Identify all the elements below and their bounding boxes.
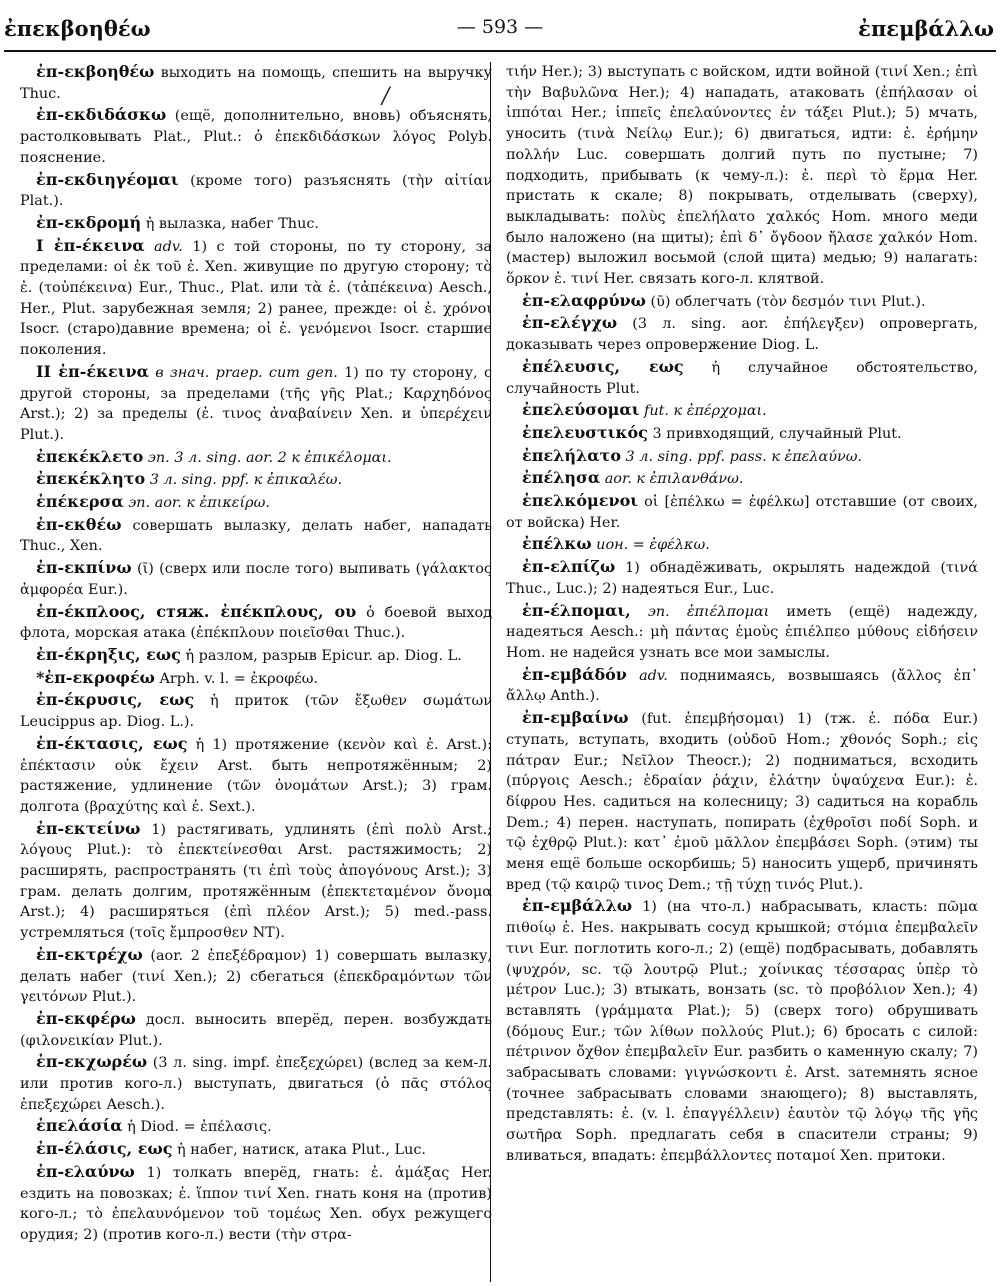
- dictionary-entry: [506, 491, 978, 533]
- entry-grammar: 3 л. sing. ppf. к ἐπικαλέω.: [145, 472, 343, 489]
- entry-definition: (aor. 2 ἐπεξέδραμον) 1) совершать вылазку, делать набег (τινί Xen.); 2) сбегаться (ἐπεκδραμόντων τῶν γειτόνων Plut.).: [20, 947, 492, 1006]
- dictionary-entry: [20, 690, 492, 732]
- entry-definition: выходить на помощь, спешить на выручку Thuc.: [20, 65, 492, 102]
- dictionary-entry: [20, 447, 492, 469]
- dictionary-entry: [20, 515, 492, 557]
- dictionary-entry: [20, 105, 492, 168]
- dictionary-entry: [20, 645, 492, 667]
- dictionary-entry: [20, 819, 492, 944]
- dictionary-entry: [20, 1009, 492, 1051]
- entry-definition: ἡ приток (τῶν ἔξωθεν σωμάτων Leucippus ap. Diog. L.).: [20, 693, 492, 731]
- entry-definition: ἡ случайное обстоятельство, случайность Plut.: [506, 359, 978, 397]
- dictionary-entry: [20, 1052, 492, 1115]
- dictionary-entry: [506, 665, 978, 707]
- entry-grammar: ион. = ἐφέλκω.: [591, 537, 710, 554]
- entry-definition: ἡ набег, натиск, атака Plut., Luc.: [172, 1142, 426, 1159]
- entry-grammar: эп. 3 л. sing. aor. 2 к ἐπικέλομαι.: [143, 449, 392, 466]
- running-head-left: ἐπεκβοηθέω: [4, 16, 151, 41]
- dictionary-entry: [506, 446, 978, 468]
- dictionary-entry: [20, 945, 492, 1008]
- running-head-right: ἐπεμβάλλω: [858, 16, 994, 41]
- dictionary-entry: [20, 668, 492, 690]
- dictionary-entry: [20, 558, 492, 600]
- dictionary-entry: [20, 213, 492, 235]
- left-column: [20, 62, 492, 1247]
- right-column: [506, 62, 978, 1168]
- entry-grammar: 3 л. sing. ppf. pass. к ἐπελαύνω.: [620, 448, 863, 465]
- entry-headword: ἐπελήλατο: [522, 445, 621, 465]
- dictionary-entry: [506, 708, 978, 895]
- dictionary-entry: [20, 62, 492, 104]
- entry-headword: ἐπ-εκτείνω: [36, 818, 141, 838]
- entry-definition: (ещё, дополнительно, вновь) объяснять, растолковывать Plat., Plut.: ὁ ἐπεκδιδάσκων λόγος Polyb. пояснение.: [20, 108, 492, 166]
- entry-headword: ἐπελκόμενοι: [522, 491, 638, 511]
- entry-grammar: adv.: [626, 667, 668, 684]
- entry-headword: ἐπ-έκπλοος, стяж. ἐπέκπλους, ου: [36, 601, 357, 621]
- entry-definition: 1) растягивать, удлинять (ἐπὶ πολὺ Arst.; λόγους Plut.): τὸ ἐπεκτείνεσθαι Arst. растяжимость; 2) расширять, распространять (τι ἐπὶ τοὺς ἀπογόνους Arst.); 3) грам. делать долгим, протяжённым (ἐπεκτεταμένον ὄνομα Arst.); 4) расширяться (ἐπὶ πλέον Arst.); 5) med.-pass. устремляться (τοῖς ἔμπροσθεν NT).: [20, 821, 492, 942]
- dictionary-entry: [506, 62, 978, 290]
- entry-headword: ἐπ-έκρηξις, εως: [36, 644, 181, 664]
- dictionary-entry: [20, 734, 492, 818]
- entry-definition: ἡ 1) протяжение (κενὸν καὶ ἐ. Arst.): ἐπέκτασιν οὐκ ἔχειν Arst. быть непротяжённым; 2) растяжение, удлинение (τῶν ὀνομάτων Arst.); 3) грам. долгота (βραχύτης καὶ ἐ. Sext.).: [20, 736, 493, 815]
- entry-headword: I ἐπ-έκεινα: [36, 235, 145, 255]
- dictionary-entry: [506, 291, 978, 313]
- entry-grammar: эп. ἐπιέλπομαι: [630, 603, 770, 620]
- entry-definition: 1) по ту сторону, с другой стороны, за пределами (τῆς γῆς Plat.; Καρχηδόνος Arst.); 2) за пределы (ἐ. τινος ἀναβαίνειν Xen. и ὑπερέχειν Plut.).: [20, 364, 493, 443]
- entry-grammar: в знач. praep. cum gen.: [148, 364, 338, 381]
- entry-definition: 1) (на что-л.) набрасывать, класть: πῶμα πιθοίῳ ἐ. Hes. накрывать сосуд крышкой; στόμια ἐπεμβαλεῖν τινι Eur. поглотить кого-л.; 2) (ещё) подбрасывать, добавлять (ψυχρόν, sc. τῷ λουτρῷ Plut.; χοίνικας τέσσαρας ὑπὲρ τὸ μέτρον Luc.); 3) втыкать, вонзать (sc. τὸ προβόλιον Xen.); 4) вставлять (γράμματα Plat.); 5) (сверх того) обрушивать (δόμους Eur.; τῶν λίθων πολλούς Plut.); 6) бросать с силой: πέτρινον ὄχθον ἐπεμβαλεῖν Eur. разбить о каменную скалу; 7) забрасывать словами: γιγνώσκοντι ἐ. Arst. затемнять ясное (точнее забрасывать словами знающего); 8) выставлять, представлять: ἐ. (v. l. ἐπαγγέλλειν) ἑαυτὸν τῷ λόγῳ τῆς γῆς σωτῆρα Soph. предлагать себя в спасители страны; 9) вливаться, впадать: ἐπεμβάλλοντες ποταμοί Xen. притоки.: [506, 899, 978, 1164]
- entry-headword: ἐπέλευσις, εως: [522, 356, 684, 376]
- running-head: [0, 10, 1000, 46]
- entry-definition: ἡ Diod. = ἐπέλασις.: [122, 1119, 272, 1136]
- entry-definition: (ῡ) облегчать (τὸν δεσμόν τινι Plut.).: [645, 293, 926, 310]
- entry-definition: иметь (ещё) надежду, надеяться Aesch.: μὴ πάντας ἐμοὺς ἐπιέλπεο μύθους εἰδήσειν Hom. не надейся узнать все мои замыслы.: [506, 603, 978, 661]
- entry-grammar: adv.: [144, 238, 183, 255]
- entry-headword: ἐπ-ελαύνω: [36, 1161, 135, 1181]
- entry-headword: ἐπ-εμβάδόν: [522, 664, 627, 684]
- entry-definition: поднимаясь, возвышаясь (ἄλλος ἐπ᾽ ἄλλῳ Anth.).: [506, 667, 978, 705]
- dictionary-entry: [20, 1116, 492, 1138]
- dictionary-entry: [20, 236, 492, 361]
- entry-headword: ἐπ-εμβάλλω: [522, 896, 633, 916]
- entry-definition: ὁ боевой выход флота, морская атака (ἐπέκπλουν ποιεῖσθαι Thuc.).: [20, 604, 492, 642]
- entry-headword: ἐπ-έκρυσις, εως: [36, 690, 195, 710]
- dictionary-entry: [20, 170, 492, 212]
- entry-headword: ἐπελευστικός: [522, 422, 648, 442]
- entry-definition: (3 л. sing. aor. ἐπήλεγξεν) опровергать, доказывать через опровержение Diog. L.: [506, 316, 978, 354]
- entry-headword: *ἐπ-εκροφέω: [36, 667, 155, 687]
- entry-definition: τιήν Her.); 3) выступать с войском, идти войной (τινί Xen.; ἐπὶ τὴν Βαβυλῶνα Her.); 4) нападать, атаковать (ἐπήλασαν οἱ ἱππόται Her.; ἱππεῖς ἐπελαύνοντες ἐν τάξει Plut.); 5) мчать, уносить (τινὰ Νείλῳ Eur.); 6) двигаться, идти: ἐ. ἐρήμην πολλήν Luc. совершать долгий путь по пустыне; 7) подходить, прибывать (к чему-л.): ἐ. περὶ τὸ ἕρμα Her. пристать к скале; 8) покрывать, отделывать (сверху), выкладывать: πολὺς ἐπελήλατο χαλκός Hom. много меди было наложено (на щиты); ἐπὶ δ᾽ ὄγδοον ἤλασε χαλκόν Hom. (мастер) выложил восьмой (слой щита) медью; 9) налагать: ὅρκον ἐ. τινί Her. связать кого-л. клятвой.: [506, 64, 978, 288]
- entry-grammar: aor. к ἐπιλανθάνω.: [600, 471, 744, 488]
- entry-headword: ἐπ-εκφέρω: [36, 1008, 136, 1028]
- dictionary-entry: [506, 534, 978, 556]
- dictionary-entry: [20, 602, 492, 644]
- entry-headword: ἐπ-έλάσις, εως: [36, 1139, 173, 1159]
- entry-headword: ἐπέκερσα: [36, 492, 124, 512]
- entry-definition: (ῑ) (сверх или после того) выпивать (γάλακτος ἀμφορέα Eur.).: [20, 561, 492, 598]
- entry-definition: οἱ [ἐπέλκω = ἐφέλκω] отставшие (от своих, от войска) Her.: [506, 494, 978, 531]
- entry-definition: 1) толкать вперёд, гнать: ἐ. ἁμάξας Her. ездить на повозках; ἐ. ἵππον τινί Xen. гнать коня на (против) кого-л.; τὸ ἐπελαυνόμενον τοῦ τομέως Xen. обух режущего орудия; 2) (против кого-л.) вести (τὴν στρα-: [20, 1164, 492, 1243]
- entry-definition: ἡ разлом, разрыв Epicur. ap. Diog. L.: [180, 647, 462, 664]
- dictionary-entry: [20, 469, 492, 491]
- entry-headword: ἐπεκέκλετο: [36, 446, 144, 466]
- entry-definition: (3 л. sing. impf. ἐπεξεχώρει) (вслед за кем-л. или против кого-л.) выступать, двигаться (ὁ πᾶς στόλος ἐπεξεχώρει Aesch.).: [20, 1055, 492, 1113]
- entry-headword: ἐπ-εκτρέχω: [36, 944, 143, 964]
- entry-headword: ἐπ-ελαφρύνω: [522, 290, 646, 310]
- entry-headword: ἐπέλησα: [522, 468, 601, 488]
- entry-headword: ἐπ-εμβαίνω: [522, 708, 629, 728]
- pencil-mark: /: [382, 84, 390, 109]
- entry-definition: 1) с той стороны, по ту сторону, за пределами: οἱ ἐκ τοῦ ἐ. Xen. живущие по другую сторону; τὸ ἐ. (τοὐπέκεινα) Eur., Thuc., Plat. или τὰ ἐ. (τἀπέκεινα) Aesch., Her., Plut. зарубежная земля; 2) ранее, прежде: οἱ ἐ. χρόνοι Isocr. (старо)давние времена; οἱ ἐ. γενόμενοι Isocr. старшие поколения.: [20, 238, 492, 359]
- entry-headword: ἐπ-εκδιδάσκω: [36, 105, 167, 125]
- entry-definition: (кроме того) разъяснять (τὴν αἰτίαν Plat.).: [20, 172, 492, 210]
- dictionary-entry: [506, 400, 978, 422]
- entry-headword: ἐπ-εκπίνω: [36, 558, 132, 578]
- dictionary-entry: [20, 1162, 492, 1246]
- entry-grammar: fut. к ἐπέρχομαι.: [639, 403, 767, 420]
- entry-definition: (fut. ἐπεμβήσομαι) 1) (тж. ἐ. πόδα Eur.) ступать, вступать, входить (οὐδοῦ Hom.; χθονός Soph.; εἰς πάτραν Eur.; Νεῖλον Theocr.); 2) подниматься, всходить (πύργοις Aesch.; ἑδραίαν ῥάχιν, ἐλάτην ὑψαύχενα Eur.): ἐ. δίφρου Hes. садиться на колесницу; 3) садиться на корабль Dem.; 4) перен. наступать, попирать (ἐχθροῖσι ποδί Soph. и τῷ ἐχθρῷ Plut.): κατ᾽ ἐμοῦ μᾶλλον ἐπεμβάσει Soph. (этим) ты меня ещё больше оскорбишь; 5) наносить ущерб, причинять вред (τῷ καιρῷ τινος Dem.; τῇ τύχῃ τινός Plut.).: [506, 711, 978, 893]
- entry-definition: ἡ вылазка, набег Thuc.: [141, 215, 319, 232]
- dictionary-entry: [506, 313, 978, 355]
- dictionary-entry: [506, 557, 978, 599]
- page-number: — 593 —: [456, 16, 544, 38]
- header-rule: [4, 50, 996, 52]
- entry-headword: ἐπεκέκλητο: [36, 469, 146, 489]
- entry-grammar: эп. aor. к ἐπικείρω.: [123, 495, 270, 512]
- entry-headword: ἐπ-εκβοηθέω: [36, 62, 155, 81]
- entry-headword: ἐπ-εκχωρέω: [36, 1052, 148, 1072]
- dictionary-entry: [506, 357, 978, 399]
- entry-definition: досл. выносить вперёд, перен. возбуждать (φιλονεικίαν Plut.).: [20, 1011, 492, 1049]
- entry-headword: ἐπελεύσομαι: [522, 400, 640, 420]
- entry-headword: ἐπ-έλπομαι,: [522, 600, 631, 620]
- entry-headword: ἐπ-εκδιηγέομαι: [36, 169, 179, 189]
- entry-headword: ἐπ-εκδρομή: [36, 212, 142, 232]
- entry-definition: 3 привходящий, случайный Plut.: [647, 425, 902, 442]
- dictionary-entry: [506, 896, 978, 1166]
- entry-definition: 1) обнадёживать, окрылять надеждой (τινά Thuc., Luc.); 2) надеяться Eur., Luc.: [506, 560, 978, 597]
- dictionary-entry: [506, 468, 978, 490]
- entry-headword: ἐπέλκω: [522, 534, 592, 554]
- entry-definition: Arph. v. l. = ἐκροφέω.: [154, 670, 319, 687]
- entry-headword: ἐπελάσία: [36, 1116, 123, 1136]
- dictionary-entry: [506, 423, 978, 445]
- dictionary-entry: [506, 601, 978, 664]
- entry-headword: II ἐπ-έκεινα: [36, 361, 149, 381]
- entry-headword: ἐπ-εκθέω: [36, 514, 122, 534]
- entry-headword: ἐπ-ελπίζω: [522, 557, 616, 577]
- entry-definition: совершать вылазку, делать набег, нападать Thuc., Xen.: [20, 517, 492, 555]
- dictionary-entry: [20, 1139, 492, 1161]
- dictionary-entry: [20, 362, 492, 446]
- entry-headword: ἐπ-έκτασις, εως: [36, 733, 188, 753]
- dictionary-entry: [20, 492, 492, 514]
- entry-headword: ἐπ-ελέγχω: [522, 313, 618, 333]
